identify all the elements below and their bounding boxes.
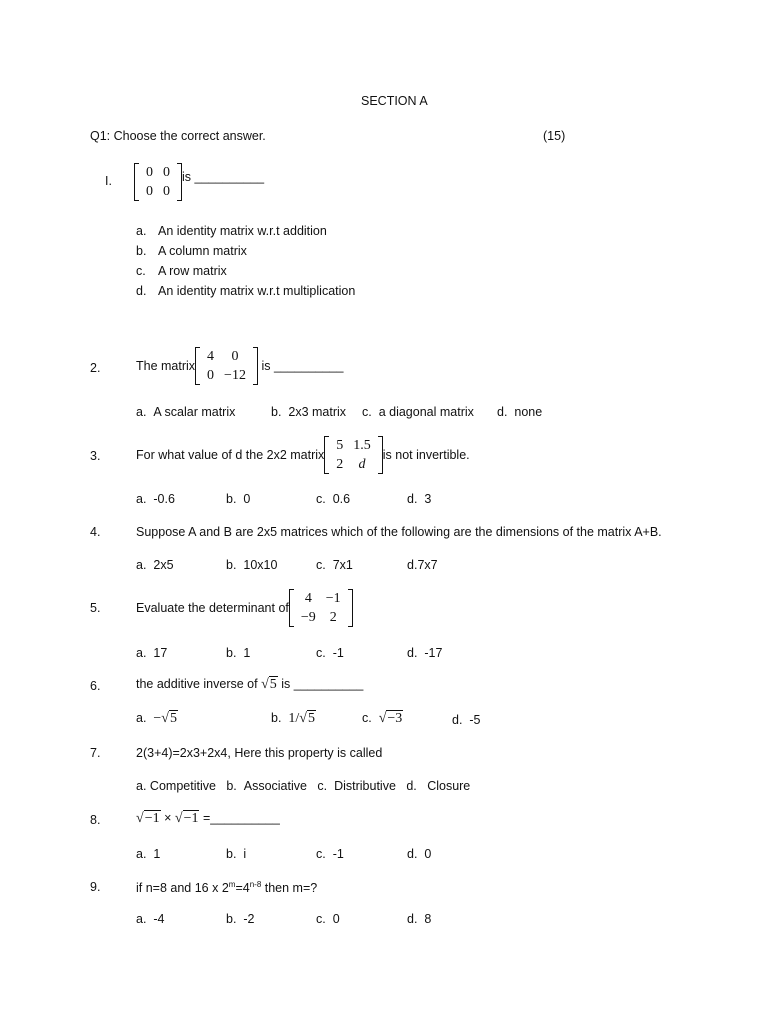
matrix-cell: −12 bbox=[224, 368, 246, 383]
matrix-cell: 5 bbox=[336, 438, 344, 453]
option: c. 0.6 bbox=[316, 492, 351, 506]
matrix bbox=[195, 347, 258, 385]
question-number: 7. bbox=[90, 746, 101, 760]
option: c. -1 bbox=[316, 646, 344, 660]
square-root: √5 bbox=[299, 711, 315, 726]
question-suffix: =__________ bbox=[202, 811, 280, 825]
matrix-cell: 2 bbox=[329, 610, 337, 625]
matrix-cell: −1 bbox=[325, 591, 341, 606]
option: a. 1 bbox=[136, 847, 161, 861]
square-root: √−1 bbox=[136, 811, 160, 826]
question-9-stem: if n=8 and 16 x $2^m=4^{n-8}$ then m=? bbox=[136, 880, 318, 896]
option: d. 0 bbox=[407, 847, 432, 861]
question-prefix: the additive inverse of bbox=[136, 677, 258, 691]
question-number: 8. bbox=[90, 813, 101, 827]
option-letter: c. bbox=[136, 264, 146, 278]
option: a. 2x5 bbox=[136, 558, 174, 572]
option: c. a diagonal matrix bbox=[362, 405, 474, 419]
question-suffix: is __________ bbox=[261, 359, 344, 373]
matrix-cell: 0 bbox=[163, 184, 170, 199]
matrix-cell: 0 bbox=[146, 184, 153, 199]
option: d. -5 bbox=[452, 713, 481, 727]
question-number: 4. bbox=[90, 525, 101, 539]
question-suffix: is __________ bbox=[182, 170, 265, 184]
option: d. none bbox=[497, 405, 543, 419]
option: b. 10x10 bbox=[226, 558, 278, 572]
question-number: 9. bbox=[90, 880, 101, 894]
option: a. -4 bbox=[136, 912, 165, 926]
option: d.7x7 bbox=[407, 558, 438, 572]
square-root: √−3 bbox=[378, 711, 403, 726]
question-prefix: For what value of d the 2x2 matrix bbox=[136, 448, 325, 462]
matrix-cell: 4 bbox=[304, 591, 312, 606]
question-6-stem bbox=[136, 677, 363, 693]
q1-instruction: Q1: Choose the correct answer. bbox=[90, 129, 266, 143]
option: a. −√5 bbox=[136, 711, 177, 726]
option: a. 17 bbox=[136, 646, 168, 660]
option: b. 0 bbox=[226, 492, 251, 506]
option: b. 2x3 matrix bbox=[271, 405, 347, 419]
matrix bbox=[289, 589, 353, 627]
option: b. 1/√5 bbox=[271, 711, 315, 726]
q1-marks: (15) bbox=[543, 129, 566, 143]
question-number: 6. bbox=[90, 679, 101, 693]
matrix-cell: d bbox=[358, 457, 366, 472]
option: c. √−3 bbox=[362, 711, 403, 726]
question-number: 3. bbox=[90, 449, 101, 463]
question-suffix: is not invertible. bbox=[382, 448, 470, 462]
matrix-cell: −9 bbox=[300, 610, 316, 625]
matrix-cell: 1.5 bbox=[353, 438, 371, 453]
option-text: An identity matrix w.r.t multiplication bbox=[158, 284, 356, 298]
option: d. 3 bbox=[407, 492, 432, 506]
matrix-cell: 4 bbox=[207, 349, 215, 364]
option: d. -17 bbox=[407, 646, 443, 660]
matrix-cell: 0 bbox=[207, 368, 215, 383]
option-text: An identity matrix w.r.t addition bbox=[158, 224, 327, 238]
option: c. 0 bbox=[316, 912, 340, 926]
option-letter: d. bbox=[136, 284, 147, 298]
question-number: 5. bbox=[90, 601, 101, 615]
question-7-stem: 2(3+4)=2x3+2x4, Here this property is called bbox=[136, 746, 383, 760]
square-root: √5 bbox=[161, 711, 177, 726]
matrix bbox=[324, 436, 383, 474]
question-prefix: Evaluate the determinant of bbox=[136, 601, 289, 615]
option-text: A row matrix bbox=[158, 264, 227, 278]
question-suffix: is __________ bbox=[281, 677, 364, 691]
option: c. -1 bbox=[316, 847, 344, 861]
square-root: √5 bbox=[261, 677, 277, 692]
option: b. -2 bbox=[226, 912, 255, 926]
option: d. 8 bbox=[407, 912, 432, 926]
question-1-stem bbox=[134, 163, 264, 201]
question-8-stem bbox=[136, 811, 280, 827]
question-3-stem bbox=[136, 436, 470, 474]
matrix-cell: 0 bbox=[146, 165, 153, 180]
question-2-stem bbox=[136, 347, 343, 385]
section-title: SECTION A bbox=[361, 94, 428, 108]
option: a. -0.6 bbox=[136, 492, 175, 506]
matrix bbox=[134, 163, 182, 201]
radicand: 5 bbox=[269, 677, 277, 692]
matrix-cell: 0 bbox=[163, 165, 170, 180]
question-prefix: The matrix bbox=[136, 359, 196, 373]
option-text: A column matrix bbox=[158, 244, 247, 258]
option-letter: b. bbox=[136, 244, 147, 258]
question-number: I. bbox=[105, 174, 112, 188]
question-number: 2. bbox=[90, 361, 101, 375]
question-4-stem: Suppose A and B are 2x5 matrices which of the following are the dimensions of the matrix A+B. bbox=[136, 525, 662, 539]
options-row: a. Competitive b. Associative c. Distributive d. Closure bbox=[136, 779, 471, 793]
question-5-stem bbox=[136, 589, 353, 627]
square-root: √−1 bbox=[174, 811, 199, 826]
times-symbol: × bbox=[164, 811, 172, 825]
option: b. 1 bbox=[226, 646, 251, 660]
option: b. i bbox=[226, 847, 247, 861]
matrix-cell: 0 bbox=[231, 349, 239, 364]
matrix-cell: 2 bbox=[336, 457, 344, 472]
option: a. A scalar matrix bbox=[136, 405, 236, 419]
option-letter: a. bbox=[136, 224, 147, 238]
option: c. 7x1 bbox=[316, 558, 353, 572]
